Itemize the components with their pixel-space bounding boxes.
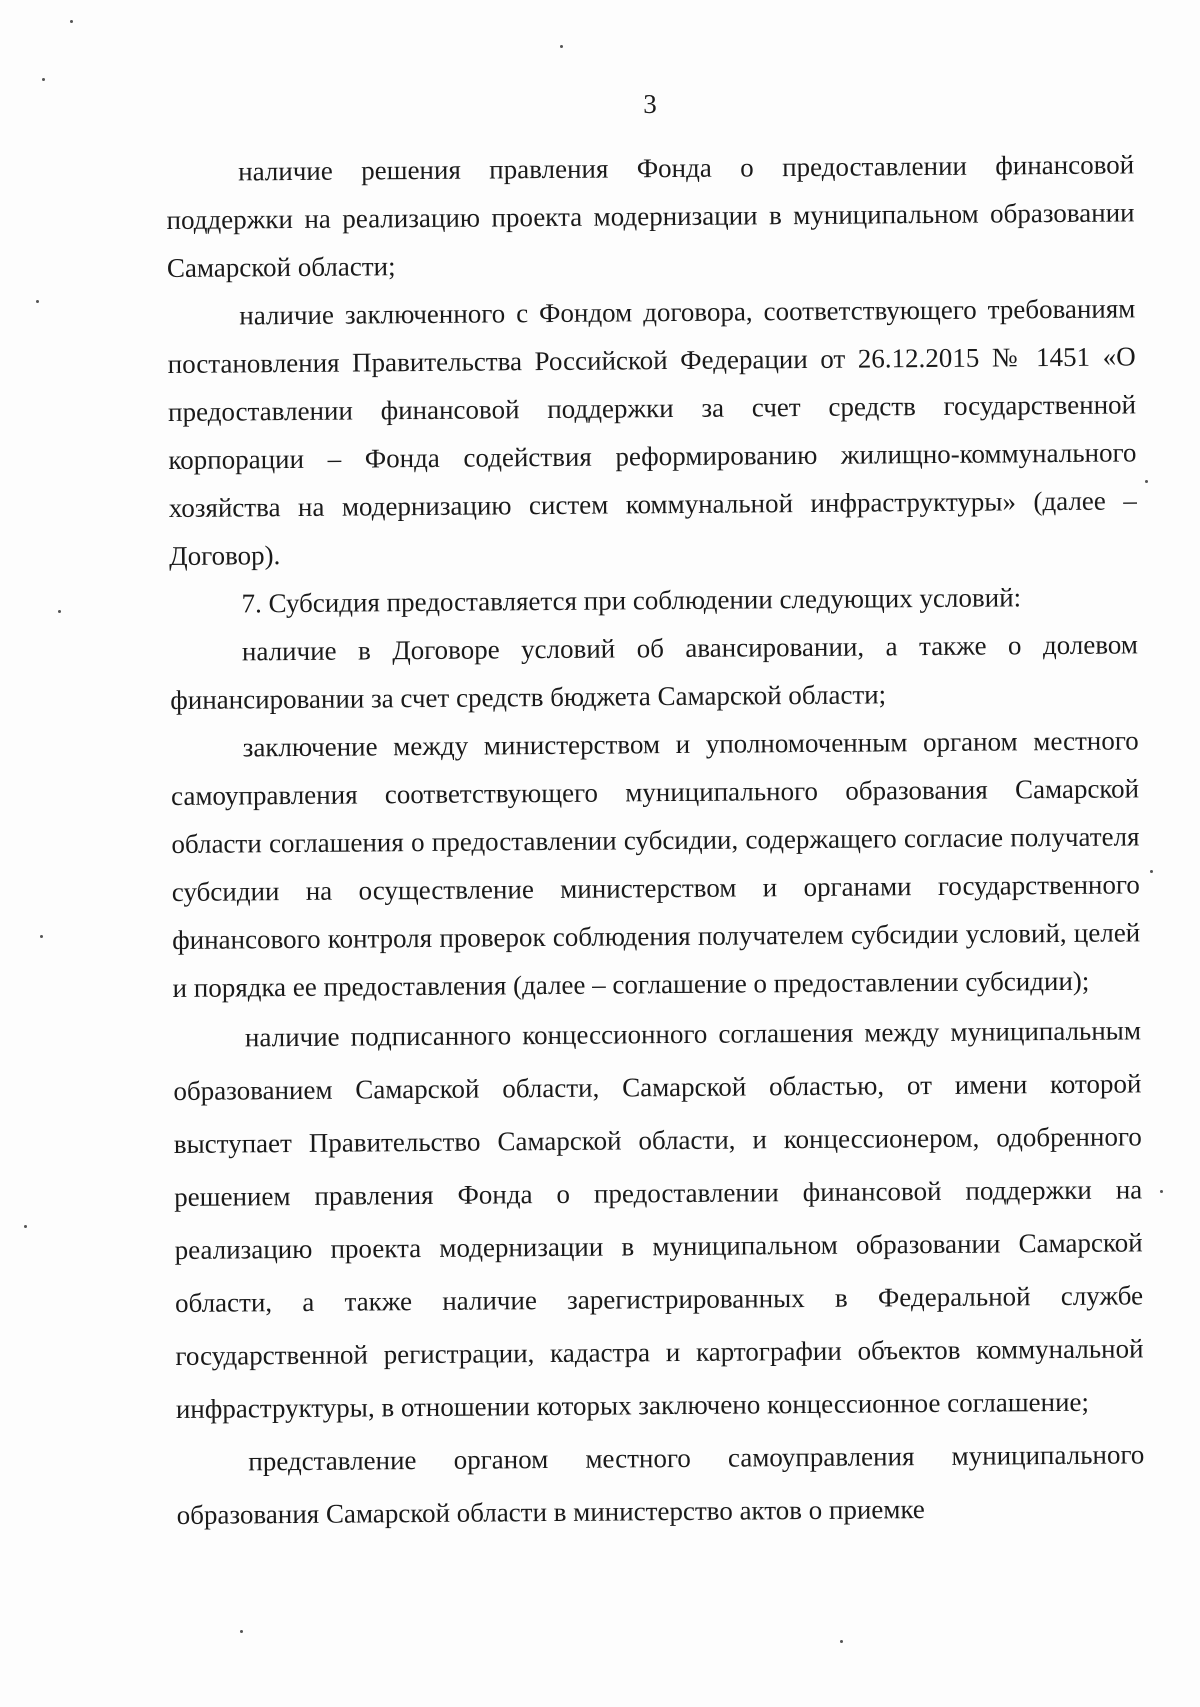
scan-speck bbox=[840, 1640, 843, 1643]
paragraph-advance-condition: наличие в Договоре условий об авансировании, а также о долевом финансировании за счет средств бюджета Самарской области; bbox=[170, 629, 1139, 715]
scan-speck bbox=[40, 935, 43, 938]
paragraph-acceptance-acts: представление органом местного самоуправления муниципального образования Самарской области в министерство актов о приемке bbox=[176, 1439, 1145, 1530]
scan-speck bbox=[58, 610, 61, 613]
paragraph-fund-contract: наличие заключенного с Фондом договора, соответствующего требованиям постановления Правительства Российской Федерации от 26.12.2015 № 1451 «О предоставлении финансовой поддержки за счет средств государственной корпорации – Фонда содействия реформированию жилищно-коммунального хозяйства на модернизацию систем коммунальной инфраструктуры» (далее – Договор). bbox=[167, 293, 1137, 571]
scan-speck bbox=[36, 300, 39, 303]
scan-speck bbox=[1160, 1190, 1163, 1193]
paragraph-item-7-heading: 7. Субсидия предоставляется при соблюдении следующих условий: bbox=[241, 582, 1022, 619]
scan-speck bbox=[1145, 480, 1148, 483]
paragraph-subsidy-agreement: заключение между министерством и уполномоченным органом местного самоуправления соответствующего муниципального образования Самарской области соглашения о предоставлении субсидии, содержащего согласие получателя субсидии на осуществление министерством и органами государственного финансового контроля проверок соблюдения получателем субсидии условий, целей и порядка ее предоставления (далее – соглашение о предоставлении субсидии); bbox=[170, 725, 1141, 1003]
scan-speck bbox=[70, 20, 73, 23]
scan-speck bbox=[560, 45, 563, 48]
paragraph-concession-agreement: наличие подписанного концессионного соглашения между муниципальным образованием Самарской области, Самарской областью, от имени которой выступает Правительство Самарской области, и концессионером, одобренного решением правления Фонда о предоставлении финансовой поддержки на реализацию проекта модернизации в муниципальном образовании Самарской области, а также наличие зарегистрированных в Федеральной службе государственной регистрации, кадастра и картографии объектов коммунальной инфраструктуры, в отношении которых заключено концессионное соглашение; bbox=[173, 1015, 1144, 1424]
scan-speck bbox=[42, 78, 45, 81]
scan-speck bbox=[1150, 870, 1153, 873]
page-number: 3 bbox=[643, 89, 657, 119]
document-body bbox=[166, 140, 1145, 1542]
scan-speck bbox=[24, 1225, 27, 1228]
paragraph-fund-decision: наличие решения правления Фонда о предоставлении финансовой поддержки на реализацию проекта модернизации в муниципальном образовании Самарской области; bbox=[166, 149, 1135, 283]
scan-speck bbox=[240, 1630, 243, 1633]
